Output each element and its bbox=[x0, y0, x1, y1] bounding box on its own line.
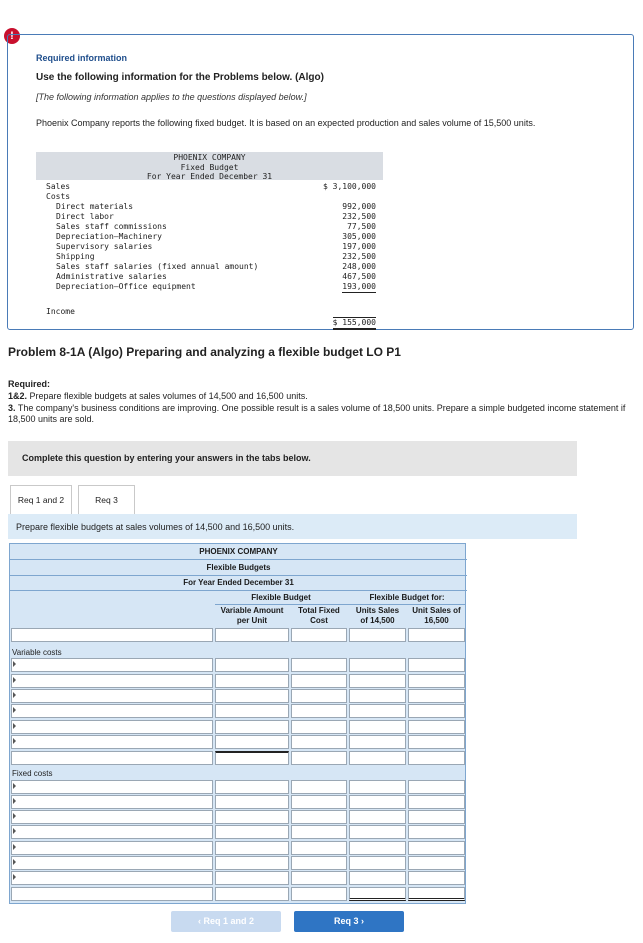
flex-amount-input[interactable] bbox=[291, 841, 347, 855]
fixed-budget-row-label: Depreciation—Office equipment bbox=[56, 282, 196, 291]
flex-amount-input[interactable] bbox=[215, 856, 289, 870]
flex-row-label-select[interactable] bbox=[11, 795, 213, 809]
flex-amount-input[interactable] bbox=[291, 810, 347, 824]
flex-amount-input[interactable] bbox=[291, 720, 347, 734]
fixed-budget-row-label: Sales bbox=[46, 182, 71, 191]
col-variable-amount-per-unit bbox=[215, 606, 289, 626]
col-total-fixed-line2: Cost bbox=[310, 616, 328, 625]
fixed-budget-row bbox=[36, 252, 383, 262]
flex-amount-input[interactable] bbox=[215, 674, 289, 688]
chevron-right-icon: › bbox=[361, 916, 365, 926]
flex-amount-input[interactable] bbox=[215, 689, 289, 703]
requirement-3-lead: 3. bbox=[8, 403, 16, 413]
flex-amount-input[interactable] bbox=[349, 856, 406, 870]
flex-amount-input[interactable] bbox=[408, 674, 465, 688]
fixed-budget-row-label: Direct labor bbox=[56, 212, 114, 221]
fixed-budget-row bbox=[36, 232, 383, 242]
flex-amount-input[interactable] bbox=[291, 704, 347, 718]
col-unit-sales-line2: 16,500 bbox=[424, 616, 449, 625]
dropdown-caret-icon bbox=[13, 677, 16, 683]
dropdown-caret-icon bbox=[13, 661, 16, 667]
problem-title: Problem 8-1A (Algo) Preparing and analyzing a flexible budget LO P1 bbox=[8, 345, 401, 359]
fixed-budget-row-label: Shipping bbox=[56, 252, 95, 261]
flex-group-flexible-budget: Flexible Budget bbox=[251, 593, 311, 602]
flex-amount-input[interactable] bbox=[291, 658, 347, 672]
fixed-budget-row-label: Costs bbox=[46, 192, 71, 201]
fixed-budget-row-amount: $ 3,100,000 bbox=[323, 182, 376, 191]
flex-row-label-select[interactable] bbox=[11, 810, 213, 824]
intro-text: Phoenix Company reports the following fixed budget. It is based on an expected production and sales volume of 15,500 units. bbox=[36, 118, 536, 128]
flex-amount-input[interactable] bbox=[349, 871, 406, 885]
dropdown-caret-icon bbox=[13, 828, 16, 834]
requirement-1-2 bbox=[8, 391, 308, 401]
fixed-budget-company: PHOENIX COMPANY bbox=[173, 153, 246, 162]
flex-amount-input[interactable] bbox=[408, 628, 465, 642]
dropdown-caret-icon bbox=[13, 859, 16, 865]
dropdown-caret-icon bbox=[13, 738, 16, 744]
flex-amount-input[interactable] bbox=[349, 628, 406, 642]
next-req-label: Req 3 bbox=[333, 916, 359, 926]
requirement-1-2-text: Prepare flexible budgets at sales volumes of 14,500 and 16,500 units. bbox=[27, 391, 308, 401]
flex-row-label-select[interactable] bbox=[11, 689, 213, 703]
flex-amount-input[interactable] bbox=[349, 810, 406, 824]
flex-amount-input[interactable] bbox=[215, 751, 289, 765]
flex-company: PHOENIX COMPANY bbox=[199, 547, 278, 556]
flex-row-label-select[interactable] bbox=[11, 628, 213, 642]
flex-amount-input[interactable] bbox=[215, 735, 289, 749]
flex-amount-input[interactable] bbox=[291, 795, 347, 809]
flex-amount-input[interactable] bbox=[349, 780, 406, 794]
flex-row-label-select[interactable] bbox=[11, 856, 213, 870]
fixed-budget-row-label: Sales staff salaries (fixed annual amount) bbox=[56, 262, 259, 271]
bracket-note: [The following information applies to the questions displayed below.] bbox=[36, 92, 307, 102]
alert-icon: ! bbox=[4, 28, 20, 44]
fixed-budget-row-amount: 193,000 bbox=[342, 282, 376, 291]
flex-amount-input[interactable] bbox=[408, 795, 465, 809]
dropdown-caret-icon bbox=[13, 813, 16, 819]
flex-amount-input[interactable] bbox=[408, 780, 465, 794]
dropdown-caret-icon bbox=[13, 783, 16, 789]
required-information-heading: Required information bbox=[36, 53, 128, 63]
flex-row-label-select[interactable] bbox=[11, 780, 213, 794]
flex-amount-input[interactable] bbox=[215, 887, 289, 901]
variable-costs-label: Variable costs bbox=[12, 648, 62, 657]
col-units-sales-14500 bbox=[349, 606, 406, 626]
fixed-costs-label: Fixed costs bbox=[12, 769, 53, 778]
flex-amount-input[interactable] bbox=[291, 856, 347, 870]
dropdown-caret-icon bbox=[13, 707, 16, 713]
col-total-fixed-cost bbox=[291, 606, 347, 626]
flex-amount-input[interactable] bbox=[215, 780, 289, 794]
flex-amount-input[interactable] bbox=[408, 825, 465, 839]
dropdown-caret-icon bbox=[13, 844, 16, 850]
flex-title: Flexible Budgets bbox=[206, 563, 271, 572]
flexible-budget-table bbox=[9, 543, 466, 904]
flex-amount-input[interactable] bbox=[215, 841, 289, 855]
next-req-button[interactable] bbox=[294, 911, 404, 932]
flex-group-flexible-budget-for: Flexible Budget for: bbox=[369, 593, 445, 602]
flex-row-label-select[interactable] bbox=[11, 841, 213, 855]
fixed-budget-row-label: Administrative salaries bbox=[56, 272, 167, 281]
fixed-budget-row bbox=[36, 192, 383, 202]
fixed-budget-row-amount: 248,000 bbox=[342, 262, 376, 271]
requirement-1-2-lead: 1&2. bbox=[8, 391, 28, 401]
flex-amount-input[interactable] bbox=[215, 825, 289, 839]
use-following-heading: Use the following information for the Problems below. (Algo) bbox=[36, 72, 324, 83]
flex-row-label-select[interactable] bbox=[11, 751, 213, 765]
requirement-3 bbox=[8, 403, 638, 425]
flex-amount-input[interactable] bbox=[291, 628, 347, 642]
dropdown-caret-icon bbox=[13, 692, 16, 698]
flex-amount-input[interactable] bbox=[408, 704, 465, 718]
tab-instruction-text: Prepare flexible budgets at sales volumes of 14,500 and 16,500 units. bbox=[16, 522, 295, 532]
fixed-budget-row-label: Direct materials bbox=[56, 202, 134, 211]
income-label: Income bbox=[46, 307, 75, 316]
flex-amount-input[interactable] bbox=[349, 704, 406, 718]
flex-amount-input[interactable] bbox=[215, 810, 289, 824]
dropdown-caret-icon bbox=[13, 723, 16, 729]
fixed-budget-row bbox=[36, 272, 383, 282]
col-unit-sales-16500 bbox=[408, 606, 465, 626]
fixed-budget-row-amount: 197,000 bbox=[342, 242, 376, 251]
flex-amount-input[interactable] bbox=[408, 871, 465, 885]
fixed-budget-row bbox=[36, 222, 383, 232]
flex-amount-input[interactable] bbox=[349, 751, 406, 765]
fixed-budget-row bbox=[36, 202, 383, 212]
flex-amount-input[interactable] bbox=[291, 825, 347, 839]
flex-period: For Year Ended December 31 bbox=[183, 578, 294, 587]
flex-amount-input[interactable] bbox=[408, 658, 465, 672]
fixed-budget-row-amount: 232,500 bbox=[342, 212, 376, 221]
fixed-budget-row-label: Sales staff commissions bbox=[56, 222, 167, 231]
fixed-budget-row bbox=[36, 262, 383, 272]
dropdown-caret-icon bbox=[13, 798, 16, 804]
flex-amount-input[interactable] bbox=[408, 810, 465, 824]
flex-amount-input[interactable] bbox=[215, 628, 289, 642]
flex-row-label-select[interactable] bbox=[11, 720, 213, 734]
flex-row-label-select[interactable] bbox=[11, 658, 213, 672]
requirement-3-text: The company's business conditions are improving. One possible result is a sales volume of 18,500 units. Prepare a simple budgeted income statement if 18,500 units are sold. bbox=[8, 403, 626, 424]
flex-amount-input[interactable] bbox=[349, 735, 406, 749]
flex-amount-input[interactable] bbox=[408, 720, 465, 734]
flex-amount-input[interactable] bbox=[349, 689, 406, 703]
flex-amount-input[interactable] bbox=[349, 887, 406, 901]
flex-amount-input[interactable] bbox=[408, 689, 465, 703]
flex-row-label-select[interactable] bbox=[11, 871, 213, 885]
fixed-budget-row bbox=[36, 282, 383, 292]
flex-row-label-select[interactable] bbox=[11, 735, 213, 749]
fixed-budget-row-amount: 232,500 bbox=[342, 252, 376, 261]
required-heading: Required: bbox=[8, 379, 51, 389]
flex-row-label-select[interactable] bbox=[11, 887, 213, 901]
flex-amount-input[interactable] bbox=[408, 751, 465, 765]
col-units-sales-line1: Units Sales bbox=[355, 606, 400, 615]
flex-amount-input[interactable] bbox=[291, 689, 347, 703]
flex-amount-input[interactable] bbox=[408, 841, 465, 855]
flex-amount-input[interactable] bbox=[291, 751, 347, 765]
flex-amount-input[interactable] bbox=[291, 674, 347, 688]
tab-instruction-bar bbox=[8, 514, 577, 539]
col-units-sales-line2: of 14,500 bbox=[360, 616, 395, 625]
flex-amount-input[interactable] bbox=[349, 825, 406, 839]
fixed-budget-title: Fixed Budget bbox=[180, 162, 239, 172]
dropdown-caret-icon bbox=[13, 874, 16, 880]
fixed-budget-row-amount: 77,500 bbox=[347, 222, 376, 231]
flex-amount-input[interactable] bbox=[291, 735, 347, 749]
col-unit-sales-line1: Unit Sales of bbox=[412, 606, 461, 615]
flex-amount-input[interactable] bbox=[215, 704, 289, 718]
complete-question-text: Complete this question by entering your answers in the tabs below. bbox=[22, 453, 311, 463]
fixed-budget-row-label: Depreciation—Machinery bbox=[56, 232, 162, 241]
fixed-budget-row-amount: 305,000 bbox=[342, 232, 376, 241]
chevron-left-icon: ‹ bbox=[197, 916, 201, 926]
flex-amount-input[interactable] bbox=[408, 887, 465, 901]
fixed-budget-row-label: Supervisory salaries bbox=[56, 242, 153, 251]
flex-amount-input[interactable] bbox=[215, 795, 289, 809]
flex-row-label-select[interactable] bbox=[11, 674, 213, 688]
flex-amount-input[interactable] bbox=[291, 780, 347, 794]
col-variable-amount-line2: per Unit bbox=[236, 616, 268, 625]
flex-amount-input[interactable] bbox=[408, 735, 465, 749]
prev-req-button[interactable] bbox=[171, 911, 281, 932]
income-amount: $ 155,000 bbox=[333, 317, 376, 330]
tab-req-3[interactable]: Req 3 bbox=[78, 485, 135, 515]
tab-req-1-and-2[interactable]: Req 1 and 2 bbox=[10, 485, 72, 515]
fixed-budget-row-amount: 992,000 bbox=[342, 202, 376, 211]
flex-amount-input[interactable] bbox=[215, 658, 289, 672]
fixed-budget-row bbox=[36, 212, 383, 222]
flex-amount-input[interactable] bbox=[349, 841, 406, 855]
flex-amount-input[interactable] bbox=[408, 856, 465, 870]
fixed-budget-table bbox=[36, 152, 383, 327]
flex-row-label-select[interactable] bbox=[11, 825, 213, 839]
flex-amount-input[interactable] bbox=[291, 871, 347, 885]
prev-req-label: Req 1 and 2 bbox=[203, 916, 255, 926]
col-variable-amount-line1: Variable Amount bbox=[220, 606, 284, 615]
flex-amount-input[interactable] bbox=[349, 674, 406, 688]
fixed-budget-row-amount: 467,500 bbox=[342, 272, 376, 281]
flex-amount-input[interactable] bbox=[215, 871, 289, 885]
flex-amount-input[interactable] bbox=[349, 658, 406, 672]
complete-question-bar bbox=[8, 441, 577, 476]
flex-amount-input[interactable] bbox=[291, 887, 347, 901]
fixed-budget-period: For Year Ended December 31 bbox=[146, 172, 273, 181]
flex-amount-input[interactable] bbox=[349, 795, 406, 809]
col-total-fixed-line1: Total Fixed bbox=[298, 606, 340, 615]
fixed-budget-row bbox=[36, 242, 383, 252]
flex-amount-input[interactable] bbox=[215, 720, 289, 734]
fixed-budget-header bbox=[36, 152, 383, 180]
flex-row-label-select[interactable] bbox=[11, 704, 213, 718]
fixed-budget-income-row bbox=[36, 297, 383, 327]
flex-amount-input[interactable] bbox=[349, 720, 406, 734]
fixed-budget-row bbox=[36, 182, 383, 192]
